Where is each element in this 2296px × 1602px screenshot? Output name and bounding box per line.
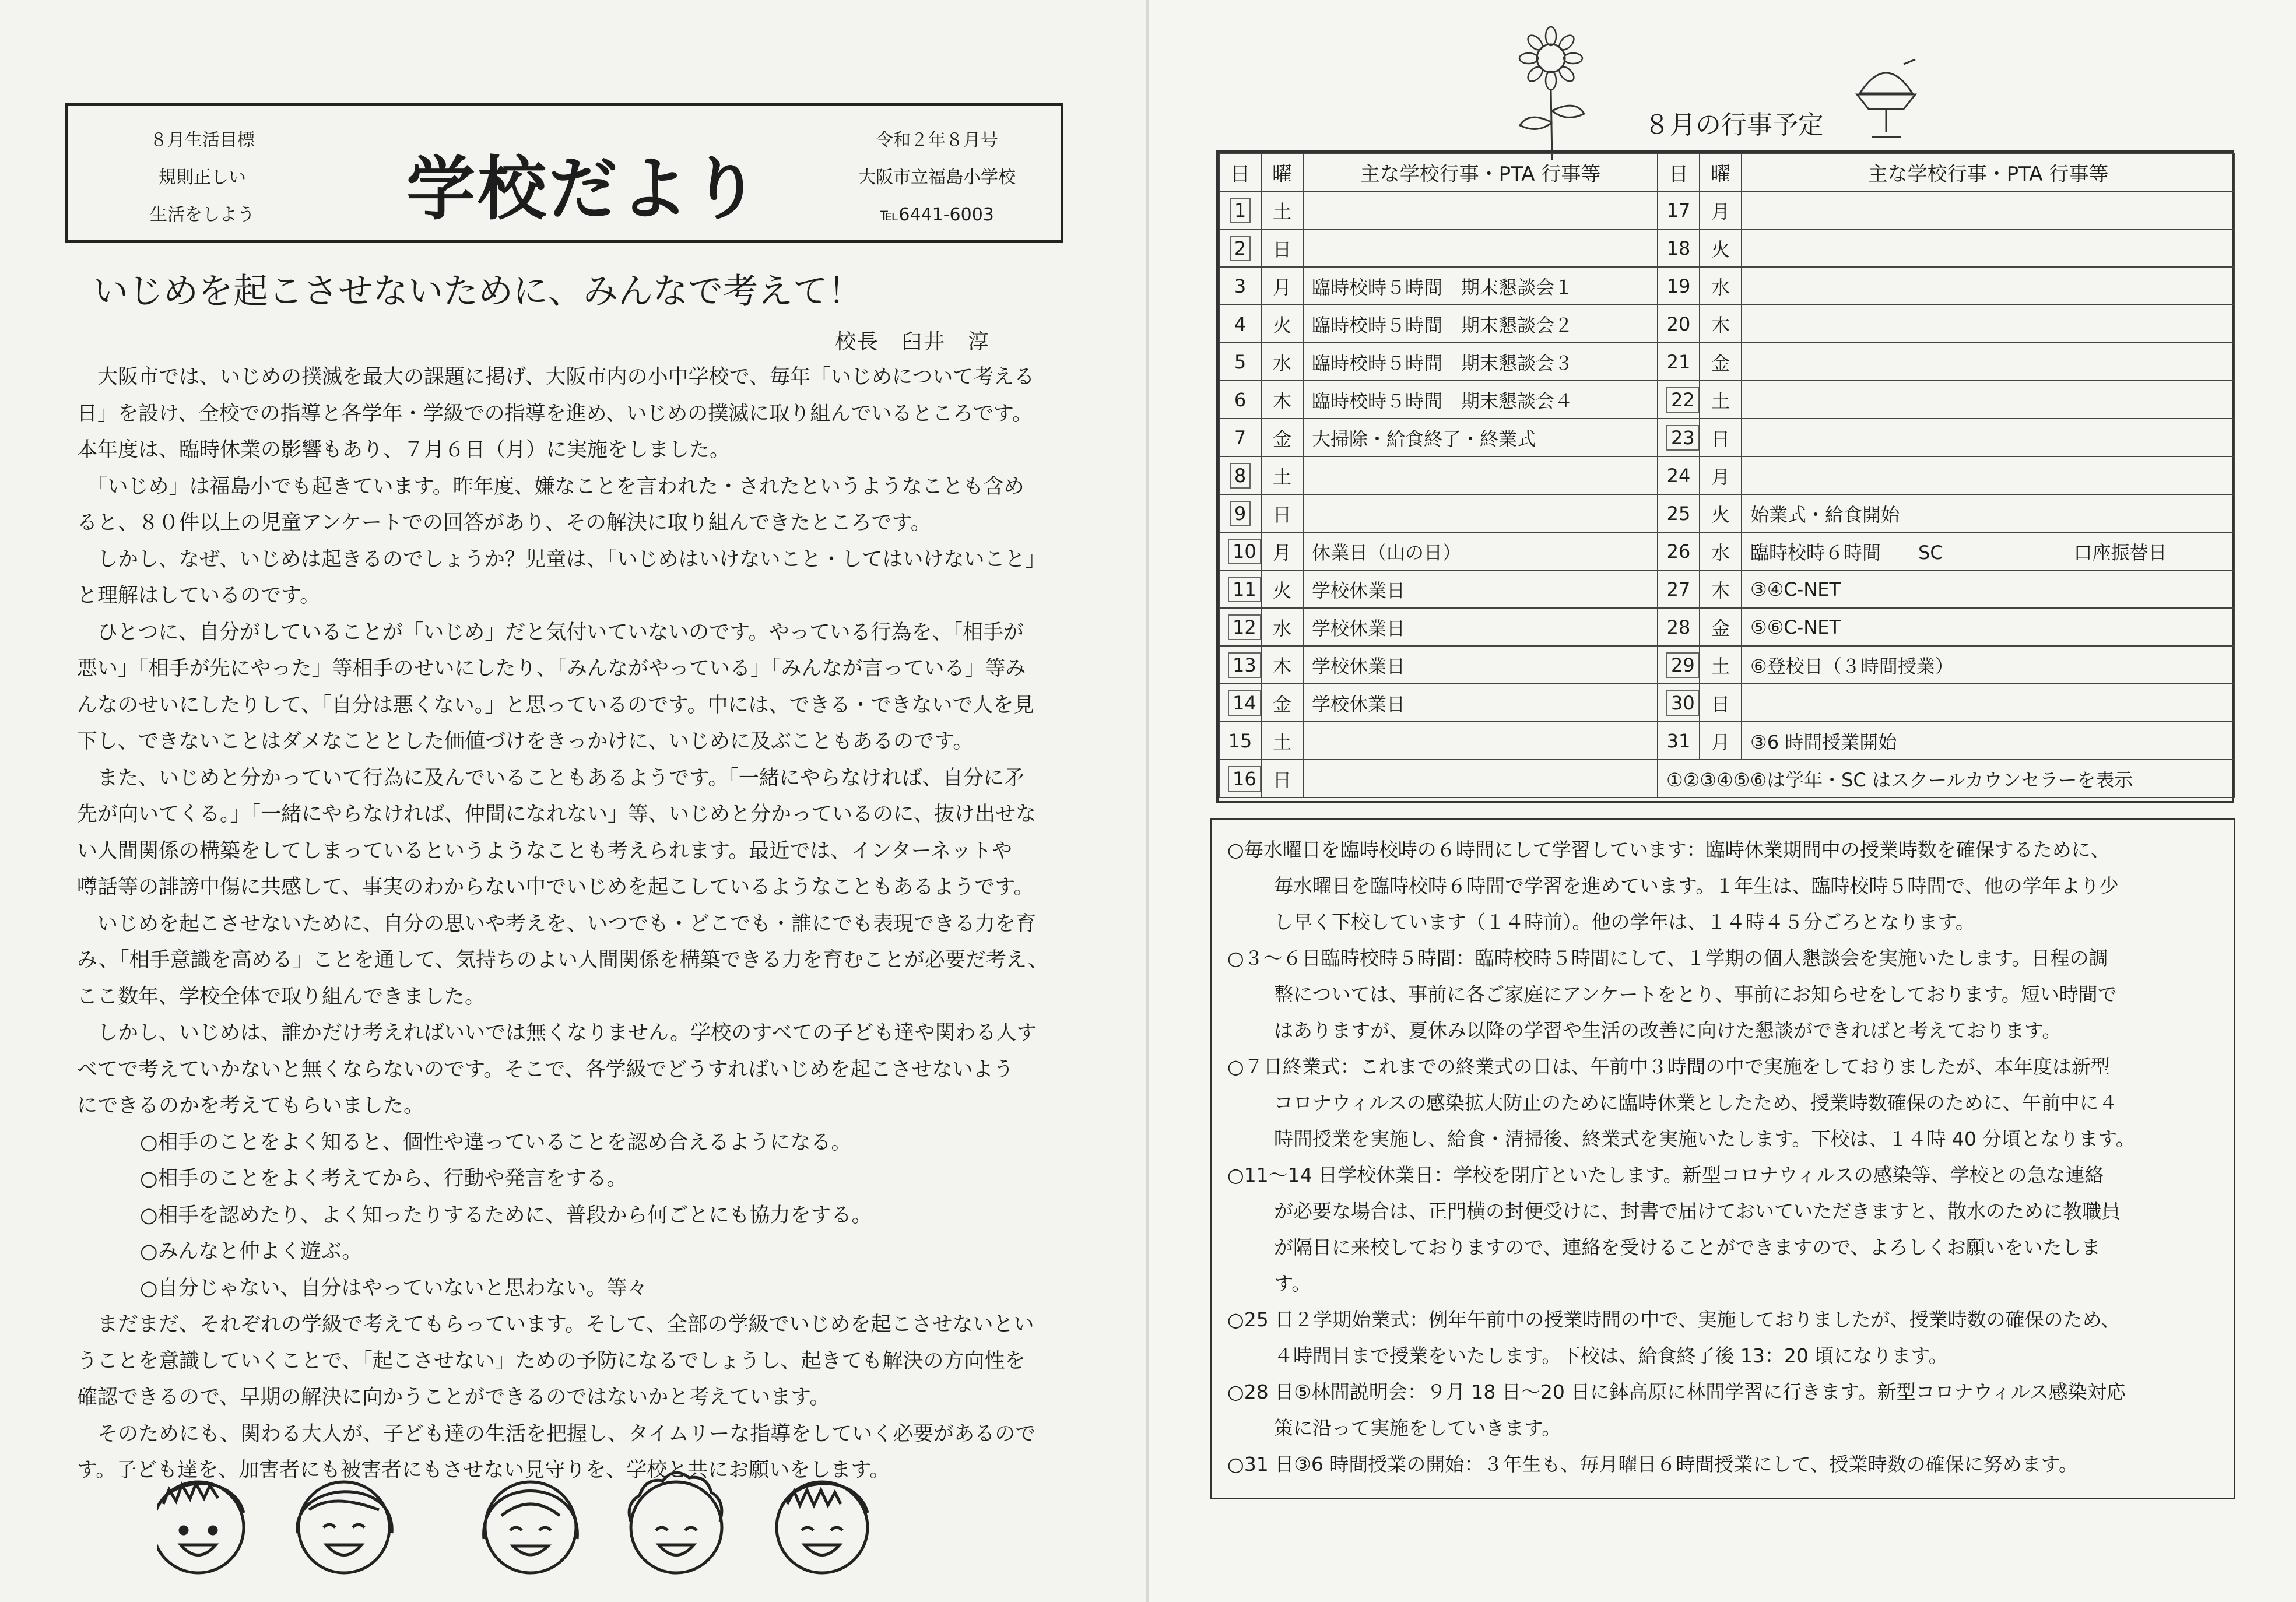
table-row xyxy=(1219,494,2235,532)
cell-day xyxy=(1219,570,1261,608)
cell-day xyxy=(1219,267,1261,305)
article-line: べてで考えていかないと無くならないのです。そこで、各学級でどうすればいじめを起こさせないよう xyxy=(77,1058,1014,1081)
article-line: い人間関係の構築をしてしまっているというようなことも考えられます。最近では、インターネットや xyxy=(77,839,1013,863)
table-row xyxy=(1219,684,2235,722)
cell-day xyxy=(1658,646,1700,684)
cell-weekday: 日 xyxy=(1700,419,1742,456)
cell-event: 学校休業日 xyxy=(1303,684,1658,722)
cell-day xyxy=(1658,267,1700,305)
bullet-line: ○相手のことをよく知ると、個性や違っていることを認め合えるようになる。 xyxy=(140,1130,852,1154)
article-line: まだまだ、それぞれの学級で考えてもらっています。そして、全部の学級でいじめを起こさせないとい xyxy=(77,1313,1034,1336)
cell-event: 臨時校時５時間 期末懇談会４ xyxy=(1303,381,1658,419)
cell-day xyxy=(1219,229,1261,267)
events-table xyxy=(1219,153,2235,798)
table-header-row xyxy=(1219,153,2235,191)
note-line: はありますが、夏休み以降の学習や生活の改善に向けた懇談ができればと考えております。 xyxy=(1274,1019,2062,1042)
article-line: 噂話等の誹謗中傷に共感して、事実のわからない中でいじめを起こしているようなこともあるようです。 xyxy=(77,876,1034,899)
cell-event: 大掃除・給食終了・終業式 xyxy=(1303,419,1658,456)
bullet-line: ○相手を認めたり、よく知ったりするために、普段から何ごとにも協力をする。 xyxy=(140,1203,872,1227)
note-lead: ○７日終業式：これまでの終業式の日は、午前中３時間の中で実施をしておりましたが、本年度は新型 xyxy=(1227,1055,2110,1078)
note-lead: ○31 日③6 時間授業の開始：３年生も、毎月曜日６時間授業にして、授業時数の確保に努めます。 xyxy=(1227,1453,2079,1475)
cell-event xyxy=(1303,229,1658,267)
cell-day xyxy=(1219,191,1261,229)
cell-event: ⑤⑥C-NET xyxy=(1742,608,2235,646)
note-lead: ○毎水曜日を臨時校時の６時間にして学習しています：臨時休業期間中の授業時数を確保するために、 xyxy=(1227,838,2110,861)
day-number: 6 xyxy=(1234,388,1247,411)
article-line: 悪い」「相手が先にやった」等相手のせいにしたり、「みんながやっている」「みんなが言っている」等み xyxy=(77,657,1026,680)
cell-day xyxy=(1658,684,1700,722)
cell-event xyxy=(1303,494,1658,532)
day-number: 18 xyxy=(1666,237,1691,259)
cell-weekday: 火 xyxy=(1261,570,1303,608)
article-line: 先が向いてくる。」「一緒にやらなければ、仲間になれない」等、いじめと分かっているのに、抜け出せな xyxy=(77,803,1037,826)
cell-weekday: 水 xyxy=(1261,608,1303,646)
note-lead: ○11～14 日学校休業日：学校を閉庁といたします。新型コロナウィルスの感染等、学校との急な連絡 xyxy=(1227,1164,2104,1186)
table-row xyxy=(1219,419,2235,456)
article-line: また、いじめと分かっていて行為に及んでいることもあるようです。「一緒にやらなければ、自分に矛 xyxy=(77,766,1024,790)
cell-event: 学校休業日 xyxy=(1303,608,1658,646)
day-number: 14 xyxy=(1228,690,1261,716)
article-body xyxy=(77,359,1080,1489)
note-line: 整については、事前に各ご家庭にアンケートをとり、事前にお知らせをしております。短い時間で xyxy=(1274,983,2117,1006)
day-number: 5 xyxy=(1234,350,1247,373)
table-row xyxy=(1219,229,2235,267)
article-line: 大阪市では、いじめの撲滅を最大の課題に掲げ、大阪市内の小中学校で、毎年「いじめについて考える xyxy=(77,366,1035,389)
note-lead: ○25 日２学期始業式：例年午前中の授業時間の中で、実施しておりましたが、授業時数の確保のため、 xyxy=(1227,1308,2121,1331)
day-number: 22 xyxy=(1666,387,1700,413)
cell-weekday: 日 xyxy=(1700,684,1742,722)
day-number: 24 xyxy=(1666,464,1691,487)
cell-weekday: 木 xyxy=(1700,570,1742,608)
article-line: んなのせいにしたりして、「自分は悪くない。」と思っているのです。中には、できる・できないで人を見 xyxy=(77,693,1034,717)
cell-weekday: 水 xyxy=(1261,343,1303,381)
events-title: ８月の行事予定 xyxy=(1644,110,1824,140)
cell-event xyxy=(1742,456,2235,494)
cell-day xyxy=(1658,570,1700,608)
events-schedule xyxy=(1216,150,2234,803)
cell-day xyxy=(1219,722,1261,760)
cell-day xyxy=(1658,305,1700,343)
day-number: 20 xyxy=(1666,312,1691,335)
table-row xyxy=(1219,570,2235,608)
table-row xyxy=(1219,646,2235,684)
children-faces-illustration xyxy=(157,1469,904,1586)
day-number: 1 xyxy=(1230,198,1251,223)
cell-event: 臨時校時６時間 SC 口座振替日 xyxy=(1742,532,2235,570)
cell-event: 臨時校時５時間 期末懇談会３ xyxy=(1303,343,1658,381)
child-face-icon xyxy=(484,1482,578,1573)
cell-weekday: 土 xyxy=(1261,722,1303,760)
day-number: 23 xyxy=(1666,425,1700,451)
shaved-ice-illustration xyxy=(1848,58,1924,146)
cell-day xyxy=(1219,646,1261,684)
child-face-icon xyxy=(777,1482,868,1573)
cell-day xyxy=(1658,494,1700,532)
cell-day xyxy=(1219,419,1261,456)
day-number: 15 xyxy=(1228,729,1252,752)
newsletter-title: 学校だより xyxy=(406,149,763,229)
table-footnote: ①②③④⑤⑥は学年・SC はスクールカウンセラーを表示 xyxy=(1658,760,2235,798)
column-header-event: 主な学校行事・PTA 行事等 xyxy=(1742,153,2235,191)
table-row xyxy=(1219,760,2235,798)
table-row xyxy=(1219,343,2235,381)
cell-weekday: 水 xyxy=(1700,267,1742,305)
cell-weekday: 土 xyxy=(1700,381,1742,419)
cell-weekday: 金 xyxy=(1261,684,1303,722)
cell-weekday: 木 xyxy=(1261,646,1303,684)
cell-weekday: 月 xyxy=(1700,722,1742,760)
note-line: ４時間目まで授業をいたします。下校は、給食終了後 13：20 頃になります。 xyxy=(1274,1344,1948,1367)
page-fold xyxy=(1146,0,1149,1602)
newsletter-header xyxy=(65,103,1063,243)
cell-event xyxy=(1742,381,2235,419)
day-number: 28 xyxy=(1666,616,1691,638)
cell-weekday: 日 xyxy=(1261,494,1303,532)
school-phone: ℡6441-6003 xyxy=(880,205,994,225)
cell-event xyxy=(1303,191,1658,229)
child-face-icon xyxy=(297,1482,392,1573)
table-row xyxy=(1219,532,2235,570)
cell-day xyxy=(1658,456,1700,494)
day-number: 19 xyxy=(1666,275,1691,297)
cell-event xyxy=(1303,722,1658,760)
note-line: 時間授業を実施し、給食・清掃後、終業式を実施いたします。下校は、１４時 40 分頃となります。 xyxy=(1274,1127,2135,1150)
table-row xyxy=(1219,267,2235,305)
cell-weekday: 金 xyxy=(1261,419,1303,456)
school-name: 大阪市立福島小学校 xyxy=(858,167,1016,188)
note-line: し早く下校しています（１４時前）。他の学年は、１４時４５分ごろとなります。 xyxy=(1274,911,1975,933)
bullet-line: ○自分じゃない、自分はやっていないと思わない。等々 xyxy=(140,1276,648,1300)
cell-day xyxy=(1658,381,1700,419)
cell-day xyxy=(1219,343,1261,381)
event-notes xyxy=(1227,832,2230,1482)
sunflower-illustration xyxy=(1498,23,1603,163)
day-number: 16 xyxy=(1228,766,1261,792)
day-number: 4 xyxy=(1234,312,1247,335)
cell-weekday: 日 xyxy=(1261,229,1303,267)
article-line: うことを意識していくことで、「起こさせない」ための予防になるでしょうし、起きても解決の方向性を xyxy=(77,1349,1026,1373)
cell-event: 休業日（山の日） xyxy=(1303,532,1658,570)
child-face-icon xyxy=(157,1482,244,1573)
cell-weekday: 水 xyxy=(1700,532,1742,570)
cell-event xyxy=(1303,760,1658,798)
note-line: 策に沿って実施をしていきます。 xyxy=(1274,1417,1561,1439)
cell-event: 臨時校時５時間 期末懇談会１ xyxy=(1303,267,1658,305)
day-number: 27 xyxy=(1666,578,1691,600)
column-header-weekday: 曜 xyxy=(1261,153,1303,191)
issue-date: 令和２年８月号 xyxy=(876,130,998,150)
column-header-weekday: 曜 xyxy=(1700,153,1742,191)
cell-event xyxy=(1742,191,2235,229)
day-number: 30 xyxy=(1666,690,1700,716)
cell-event: 始業式・給食開始 xyxy=(1742,494,2235,532)
column-header-day: 日 xyxy=(1219,153,1261,191)
article-line: 下し、できないことはダメなこととした価値づけをきっかけに、いじめに及ぶこともあるのです。 xyxy=(77,730,974,753)
cell-day xyxy=(1658,343,1700,381)
cell-event xyxy=(1303,456,1658,494)
note-lead: ○３～６日臨時校時５時間：臨時校時５時間にして、１学期の個人懇談会を実施いたします。日程の調 xyxy=(1227,947,2108,969)
bullet-line: ○相手のことをよく考えてから、行動や発言をする。 xyxy=(140,1167,627,1190)
cell-day xyxy=(1219,684,1261,722)
article-line: 「いじめ」は福島小でも起きています。昨年度、嫌なことを言われた・されたというようなことも含め xyxy=(77,475,1024,498)
article-line: ここ数年、学校全体で取り組んできました。 xyxy=(77,985,486,1009)
article-line: しかし、なぜ、いじめは起きるのでしょうか？児童は、「いじめはいけないこと・してはいけないこと」 xyxy=(77,547,1046,571)
child-face-icon xyxy=(629,1473,722,1573)
cell-event xyxy=(1742,267,2235,305)
cell-weekday: 土 xyxy=(1700,646,1742,684)
cell-day xyxy=(1219,532,1261,570)
column-header-event: 主な学校行事・PTA 行事等 xyxy=(1303,153,1658,191)
cell-day xyxy=(1219,760,1261,798)
table-row xyxy=(1219,191,2235,229)
cell-weekday: 月 xyxy=(1700,456,1742,494)
day-number: 8 xyxy=(1230,463,1251,489)
cell-weekday: 月 xyxy=(1700,191,1742,229)
cell-day xyxy=(1658,191,1700,229)
cell-event xyxy=(1742,419,2235,456)
cell-event: ③④C-NET xyxy=(1742,570,2235,608)
article-line: しかし、いじめは、誰かだけ考えればいいでは無くなりません。学校のすべての子ども達や関わる人す xyxy=(77,1021,1037,1045)
day-number: 13 xyxy=(1228,652,1261,678)
table-row xyxy=(1219,456,2235,494)
day-number: 29 xyxy=(1666,652,1700,678)
day-number: 10 xyxy=(1228,539,1261,564)
table-row xyxy=(1219,381,2235,419)
goal-line: 生活をしよう xyxy=(150,205,255,225)
day-number: 2 xyxy=(1230,236,1251,261)
cell-event xyxy=(1742,305,2235,343)
article-line: み、「相手意識を高める」ことを通して、気持ちのよい人間関係を構築できる力を育むことが必要だ考え、 xyxy=(77,948,1049,972)
cell-event: 学校休業日 xyxy=(1303,646,1658,684)
table-row xyxy=(1219,722,2235,760)
cell-weekday: 木 xyxy=(1261,381,1303,419)
day-number: 9 xyxy=(1230,501,1251,526)
table-row xyxy=(1219,305,2235,343)
cell-weekday: 月 xyxy=(1261,267,1303,305)
bullet-line: ○みんなと仲よく遊ぶ。 xyxy=(140,1240,363,1263)
article-headline: いじめを起こさせないために、みんなで考えて！ xyxy=(93,271,863,312)
article-line: ると、８０件以上の児童アンケートでの回答があり、その解決に取り組んできたところです。 xyxy=(77,511,931,535)
article-line: 日」を設け、全校での指導と各学年・学級での指導を進め、いじめの撲滅に取り組んでいるところです。 xyxy=(77,402,1033,426)
cell-weekday: 火 xyxy=(1261,305,1303,343)
day-number: 7 xyxy=(1234,426,1247,449)
article-line: ひとつに、自分がしていることが「いじめ」だと気付いていないのです。やっている行為を、「相手が xyxy=(77,620,1024,644)
cell-day xyxy=(1658,532,1700,570)
cell-weekday: 土 xyxy=(1261,191,1303,229)
note-line: 毎水曜日を臨時校時６時間で学習を進めています。１年生は、臨時校時５時間で、他の学年より少 xyxy=(1274,874,2119,897)
monthly-goal xyxy=(127,122,278,234)
cell-weekday: 土 xyxy=(1261,456,1303,494)
cell-weekday: 金 xyxy=(1700,608,1742,646)
issue-info xyxy=(844,122,1030,234)
day-number: 31 xyxy=(1666,729,1691,752)
cell-day xyxy=(1658,722,1700,760)
note-lead: ○28 日⑤林間説明会：９月 18 日～20 日に鉢高原に林間学習に行きます。新型コロナウィルス感染対応 xyxy=(1227,1380,2126,1403)
cell-day xyxy=(1658,229,1700,267)
cell-weekday: 日 xyxy=(1261,760,1303,798)
cell-day xyxy=(1219,305,1261,343)
note-line: が必要な場合は、正門横の封便受けに、封書で届けておいていただきますと、散水のために教職員 xyxy=(1274,1200,2121,1222)
column-header-day: 日 xyxy=(1658,153,1700,191)
cell-day xyxy=(1219,456,1261,494)
cell-weekday: 火 xyxy=(1700,494,1742,532)
cell-event: ⑥登校日（３時間授業） xyxy=(1742,646,2235,684)
cell-day xyxy=(1219,608,1261,646)
article-line: と理解はしているのです。 xyxy=(77,584,321,607)
note-line: が隔日に来校しておりますので、連絡を受けることができますので、よろしくお願いをいたしま xyxy=(1274,1236,2101,1259)
table-row xyxy=(1219,608,2235,646)
day-number: 21 xyxy=(1666,350,1691,373)
day-number: 25 xyxy=(1666,502,1691,525)
cell-day xyxy=(1658,419,1700,456)
cell-day xyxy=(1219,494,1261,532)
notes-box xyxy=(1210,818,2235,1499)
cell-day xyxy=(1658,608,1700,646)
note-line: す。 xyxy=(1274,1272,1311,1295)
goal-line: 規則正しい xyxy=(159,167,246,188)
cell-day xyxy=(1219,381,1261,419)
cell-event xyxy=(1742,343,2235,381)
cell-weekday: 火 xyxy=(1700,229,1742,267)
article-line: にできるのかを考えてもらいました。 xyxy=(77,1094,424,1118)
cell-event xyxy=(1742,229,2235,267)
article-byline: 校長 臼井 淳 xyxy=(835,330,991,354)
article-line: す。子ども達を、加害者にも被害者にもさせない見守りを、学校と共にお願いをします。 xyxy=(77,1459,890,1482)
article-line: そのためにも、関わる大人が、子ども達の生活を把握し、タイムリーな指導をしていく必要があるので xyxy=(77,1422,1036,1446)
cell-event: 臨時校時５時間 期末懇談会２ xyxy=(1303,305,1658,343)
cell-weekday: 木 xyxy=(1700,305,1742,343)
article-line: 確認できるので、早期の解決に向かうことができるのではないかと考えています。 xyxy=(77,1386,830,1409)
cell-event xyxy=(1742,684,2235,722)
cell-weekday: 月 xyxy=(1261,532,1303,570)
day-number: 3 xyxy=(1234,275,1247,297)
cell-event: 学校休業日 xyxy=(1303,570,1658,608)
article-line: いじめを起こさせないために、自分の思いや考えを、いつでも・どこでも・誰にでも表現できる力を育 xyxy=(77,912,1037,936)
cell-event: ③6 時間授業開始 xyxy=(1742,722,2235,760)
goal-line: ８月生活目標 xyxy=(150,130,255,150)
day-number: 26 xyxy=(1666,540,1691,563)
article-line: 本年度は、臨時休業の影響もあり、７月６日（月）に実施をしました。 xyxy=(77,438,731,462)
day-number: 12 xyxy=(1228,614,1261,640)
day-number: 17 xyxy=(1666,199,1691,222)
cell-weekday: 金 xyxy=(1700,343,1742,381)
note-line: コロナウィルスの感染拡大防止のために臨時休業としたため、授業時数確保のために、午前中に４ xyxy=(1274,1091,2118,1114)
day-number: 11 xyxy=(1228,577,1261,602)
